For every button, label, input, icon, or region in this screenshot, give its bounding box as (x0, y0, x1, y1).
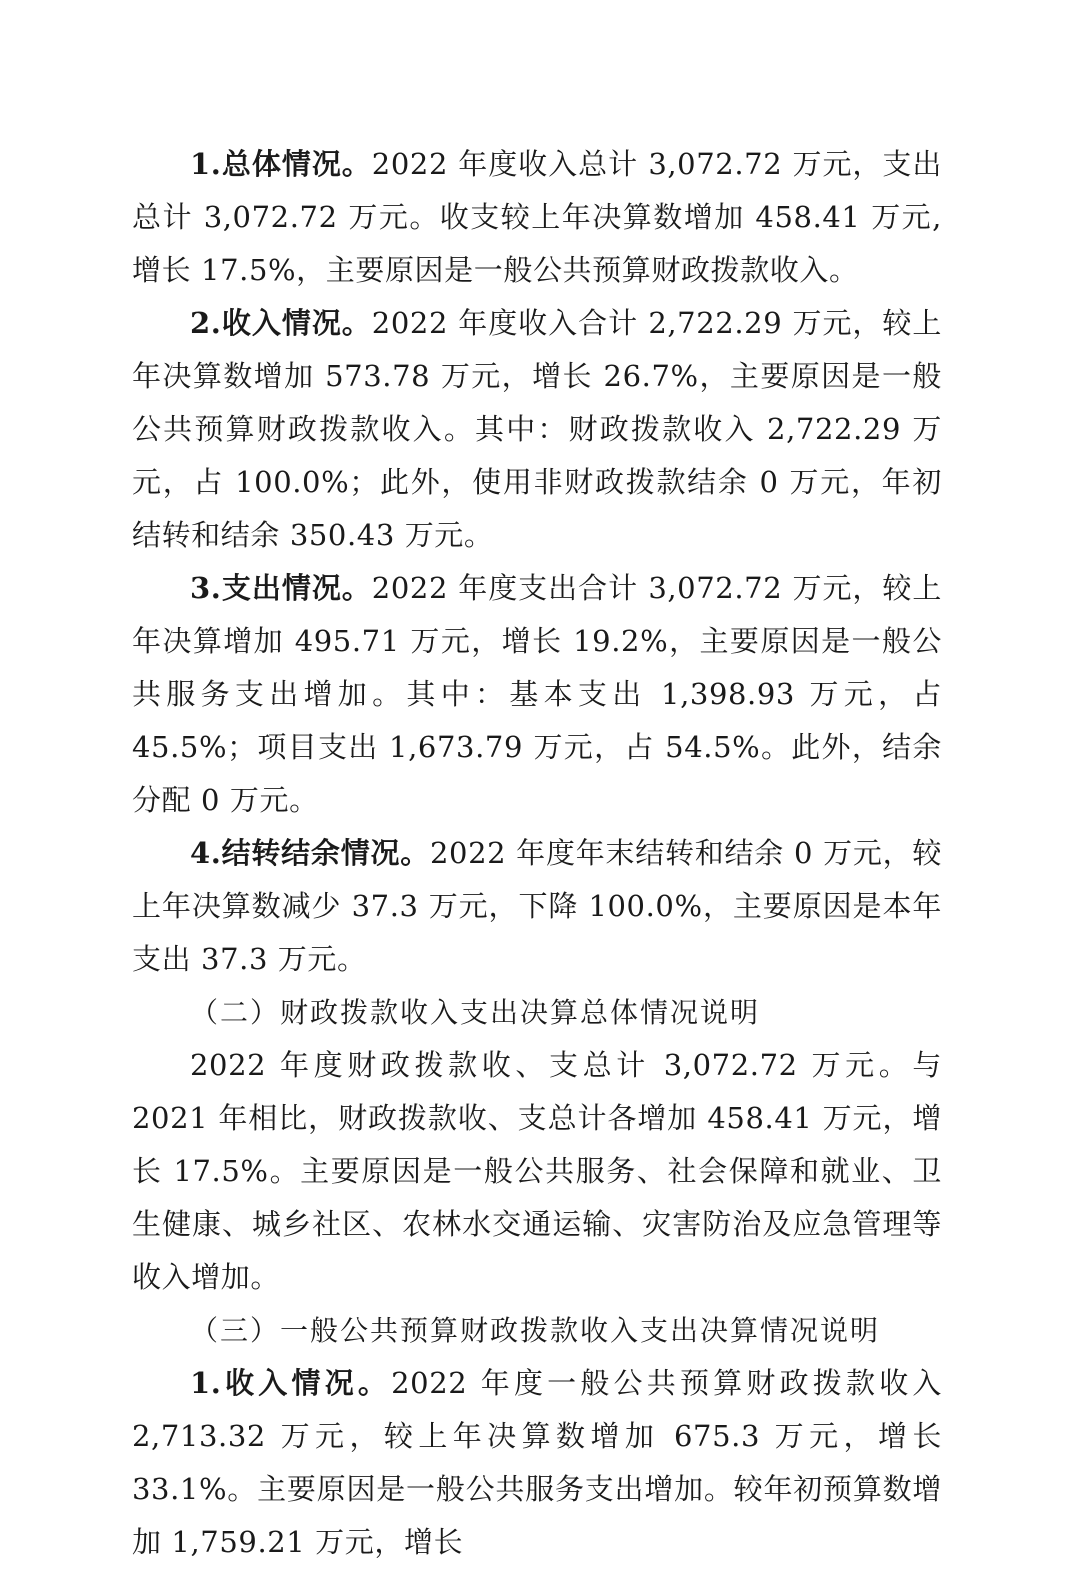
paragraph-lead: 2.收入情况。 (190, 306, 372, 340)
paragraph-section3-income (132, 1357, 942, 1569)
paragraph-lead: 1.总体情况。 (190, 147, 372, 181)
paragraph-expenditure (132, 562, 942, 827)
section-heading-3: （三）一般公共预算财政拨款收入支出决算情况说明 (190, 1314, 881, 1347)
paragraph-income (132, 297, 942, 562)
paragraph-carryover (132, 827, 942, 986)
paragraph-text: 2022 年度收入总计 3,072.72 万元，支出总计 3,072.72 万元。收支较上年决算数增加 458.41 万元,增长 17.5%，主要原因是一般公共预算财政拨款收入。 (132, 147, 942, 287)
paragraph-text: 2022 年度年末结转和结余 0 万元，较上年决算数减少 37.3 万元，下降 100.0%，主要原因是本年支出 37.3 万元。 (132, 836, 942, 976)
paragraph-section2: 2022 年度财政拨款收、支总计 3,072.72 万元。与 2021 年相比，财政拨款收、支总计各增加 458.41 万元，增长 17.5%。主要原因是一般公共服务、社会保障和就业、卫生健康、城乡社区、农林水交通运输、灾害防治及应急管理等收入增加。 (132, 1048, 942, 1294)
paragraph-text: 2022 年度支出合计 3,072.72 万元，较上年决算增加 495.71 万元，增长 19.2%，主要原因是一般公共服务支出增加。其中：基本支出 1,398.93 万元，占 45.5%；项目支出 1,673.79 万元，占 54.5%。此外，结余分配 0 万元。 (132, 571, 942, 817)
paragraph-lead: 3.支出情况。 (190, 571, 372, 605)
paragraph-text: 2022 年度一般公共预算财政拨款收入 2,713.32 万元，较上年决算数增加 675.3 万元，增长 33.1%。主要原因是一般公共服务支出增加。较年初预算数增加 1,759.21 万元，增长 (132, 1366, 942, 1559)
paragraph-lead: 4.结转结余情况。 (190, 836, 430, 870)
document-page (132, 138, 942, 1569)
paragraph-lead: 1.收入情况。 (190, 1366, 392, 1400)
section-heading-2: （二）财政拨款收入支出决算总体情况说明 (190, 996, 761, 1029)
paragraph-text: 2022 年度收入合计 2,722.29 万元，较上年决算数增加 573.78 万元，增长 26.7%，主要原因是一般公共预算财政拨款收入。其中：财政拨款收入 2,722.29 万元，占 100.0%；此外，使用非财政拨款结余 0 万元，年初结转和结余 350.43 万元。 (132, 306, 942, 552)
paragraph-overall (132, 138, 942, 297)
